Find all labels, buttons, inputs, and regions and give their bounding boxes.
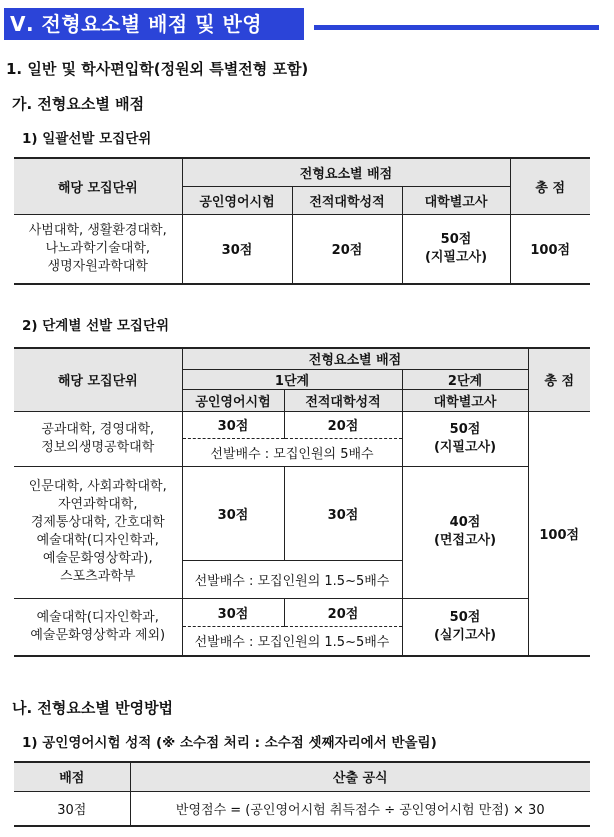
total-score: 100점 (510, 214, 590, 284)
transcript-score: 30점 (284, 466, 402, 560)
heading-english-score: 1) 공인영어시험 성적 (※ 소수점 처리 : 소수점 셋째자리에서 반올림) (22, 735, 437, 751)
english-score: 30점 (182, 466, 284, 560)
exam-score: 50점 (449, 609, 481, 625)
total-score: 100점 (528, 411, 590, 656)
selection-multiplier: 선발배수 : 모집인원의 5배수 (182, 438, 402, 466)
unit-cell (14, 598, 182, 656)
heading-reflection-method: 나. 전형요소별 반영방법 (12, 699, 174, 717)
english-score: 30점 (182, 214, 292, 284)
unit-cell (14, 411, 182, 466)
col-header-group: 전형요소별 배점 (182, 348, 528, 369)
multi-stage-score-table (14, 347, 590, 657)
exam-score-cell (402, 214, 510, 284)
col-header-group: 전형요소별 배점 (182, 158, 510, 186)
formula-cell: 반영점수 = (공인영어시험 취득점수 ÷ 공인영어시험 만점) × 30 (130, 791, 590, 826)
score-cell: 30점 (14, 791, 130, 826)
col-header-transcript: 전적대학성적 (284, 389, 402, 411)
unit-line: 예술문화영상학과 제외) (30, 627, 166, 643)
unit-line: 사범대학, 생활환경대학, (28, 222, 167, 238)
exam-score-cell (402, 598, 528, 656)
col-header-stage1: 1단계 (182, 369, 402, 389)
exam-note: (지필고사) (433, 439, 497, 455)
transcript-score: 20점 (284, 598, 402, 626)
selection-multiplier: 선발배수 : 모집인원의 1.5~5배수 (182, 560, 402, 598)
english-score: 30점 (182, 598, 284, 626)
unit-line: 예술문화영상학과), (42, 551, 153, 566)
exam-score: 50점 (449, 421, 481, 437)
col-header-total: 총 점 (528, 348, 590, 411)
unit-line: 자연과학대학, (58, 497, 138, 512)
col-header-score: 배점 (14, 762, 130, 791)
exam-score: 40점 (449, 515, 481, 530)
english-score: 30점 (182, 411, 284, 438)
unit-cell (14, 466, 182, 598)
unit-line: 스포츠과학부 (60, 569, 136, 584)
col-header-formula: 산출 공식 (130, 762, 590, 791)
col-header-exam: 대학별고사 (402, 186, 510, 214)
selection-multiplier: 선발배수 : 모집인원의 1.5~5배수 (182, 626, 402, 656)
unit-line: 공과대학, 경영대학, (41, 421, 155, 437)
unit-line: 예술대학(디자인학과, (36, 609, 159, 625)
unit-line: 경제통상대학, 간호대학 (30, 515, 165, 530)
heading-score-allocation: 가. 전형요소별 배점 (12, 95, 145, 113)
unit-line: 정보의생명공학대학 (41, 439, 155, 455)
heading-multi-stage: 2) 단계별 선발 모집단위 (22, 318, 170, 334)
unit-line: 예술대학(디자인학과, (36, 533, 159, 548)
col-header-english: 공인영어시험 (182, 186, 292, 214)
unit-line: 나노과학기술대학, (45, 240, 151, 256)
heading-general-transfer: 1. 일반 및 학사편입학(정원외 특별전형 포함) (6, 60, 309, 78)
exam-score-cell (402, 466, 528, 598)
heading-single-stage: 1) 일괄선발 모집단위 (22, 131, 152, 147)
col-header-total: 총 점 (510, 158, 590, 214)
unit-line: 인문대학, 사회과학대학, (28, 479, 167, 494)
exam-score: 50점 (440, 231, 472, 247)
col-header-stage2: 2단계 (402, 369, 528, 389)
single-stage-score-table (14, 157, 590, 285)
col-header-unit: 해당 모집단위 (14, 348, 182, 411)
transcript-score: 20점 (292, 214, 402, 284)
unit-line: 생명자원과학대학 (47, 258, 148, 274)
exam-note: (면접고사) (433, 533, 497, 548)
exam-note: (지필고사) (424, 249, 488, 265)
col-header-transcript: 전적대학성적 (292, 186, 402, 214)
exam-note: (실기고사) (433, 627, 497, 643)
section-title-rule (314, 25, 599, 30)
exam-score-cell (402, 411, 528, 466)
english-formula-table (14, 761, 590, 827)
transcript-score: 20점 (284, 411, 402, 438)
col-header-exam: 대학별고사 (402, 389, 528, 411)
col-header-unit: 해당 모집단위 (14, 158, 182, 214)
unit-cell (14, 214, 182, 284)
col-header-english: 공인영어시험 (182, 389, 284, 411)
section-title-banner: Ⅴ. 전형요소별 배점 및 반영 (4, 8, 304, 40)
